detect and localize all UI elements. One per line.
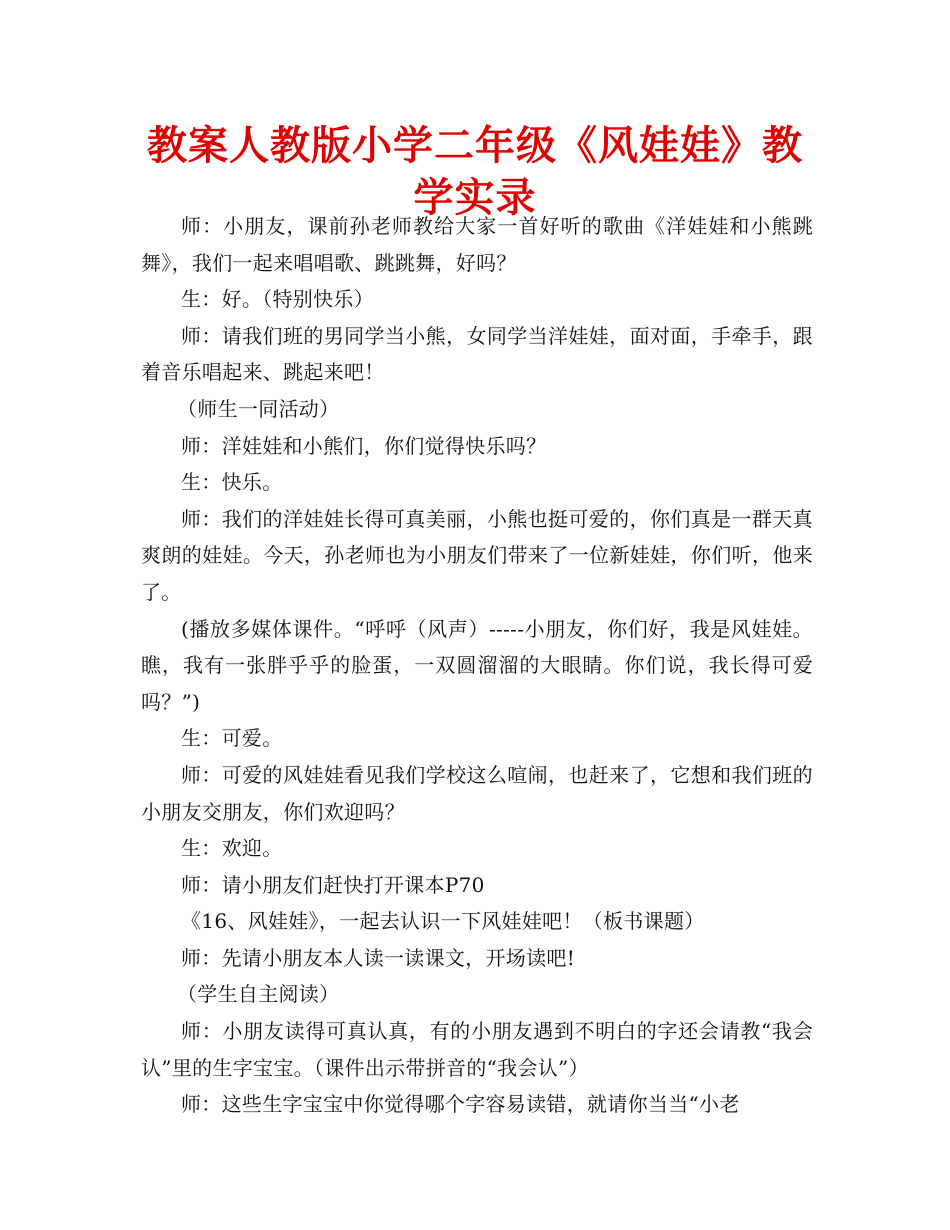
paragraph: 生：快乐。 [181, 470, 283, 495]
paragraph: 师：我们的洋娃娃长得可真美丽，小熊也挺可爱的，你们真是一群天真爽朗的娃娃。今天，孙老师也为小朋友们带来了一位新娃娃，你们听，他来了。 [141, 506, 813, 604]
paragraph: 师：先请小朋友本人读一读课文，开场读吧! [181, 945, 576, 970]
paragraph: 师：小朋友读得可真认真，有的小朋友遇到不明白的字还会请教“我会认”里的生字宝宝。（课件出示带拼音的“我会认”） [141, 1019, 813, 1080]
paragraph: 《16、风娃娃》，一起去认识一下风娃娃吧！（板书课题） [181, 909, 705, 934]
paragraph: （学生自主阅读） [177, 982, 340, 1007]
paragraph: （师生一同活动） [177, 396, 340, 421]
paragraph: 师：这些生字宝宝中你觉得哪个字容易读错，就请你当当“小老 [181, 1092, 740, 1117]
document-title: 教案人教版小学二年级《风娃娃》教学实录 [147, 123, 803, 221]
paragraph: 生：好。（特别快乐） [181, 287, 374, 312]
paragraph: 师：请我们班的男同学当小熊，女同学当洋娃娃，面对面，手牵手，跟着音乐唱起来、跳起来吧！ [141, 323, 813, 385]
paragraph: 师：小朋友，课前孙老师教给大家一首好听的歌曲《洋娃娃和小熊跳舞》，我们一起来唱唱歌、跳跳舞，好吗？ [141, 214, 813, 275]
paragraph: 师：洋娃娃和小熊们，你们觉得快乐吗？ [181, 433, 547, 458]
paragraph: 生：可爱。 [181, 726, 283, 751]
paragraph: 生：欢迎。 [181, 836, 283, 861]
paragraph: 师：可爱的风娃娃看见我们学校这么喧闹，也赶来了，它想和我们班的小朋友交朋友，你们欢迎吗？ [141, 762, 813, 824]
paragraph: (播放多媒体课件。“呼呼（风声）-----小朋友，你们好，我是风娃娃。瞧，我有一张胖乎乎的脸蛋，一双圆溜溜的大眼睛。你们说，我长得可爱吗？”) [141, 616, 813, 714]
document-body [141, 208, 813, 1123]
paragraph: 师：请小朋友们赶快打开课本P70 [181, 872, 485, 897]
